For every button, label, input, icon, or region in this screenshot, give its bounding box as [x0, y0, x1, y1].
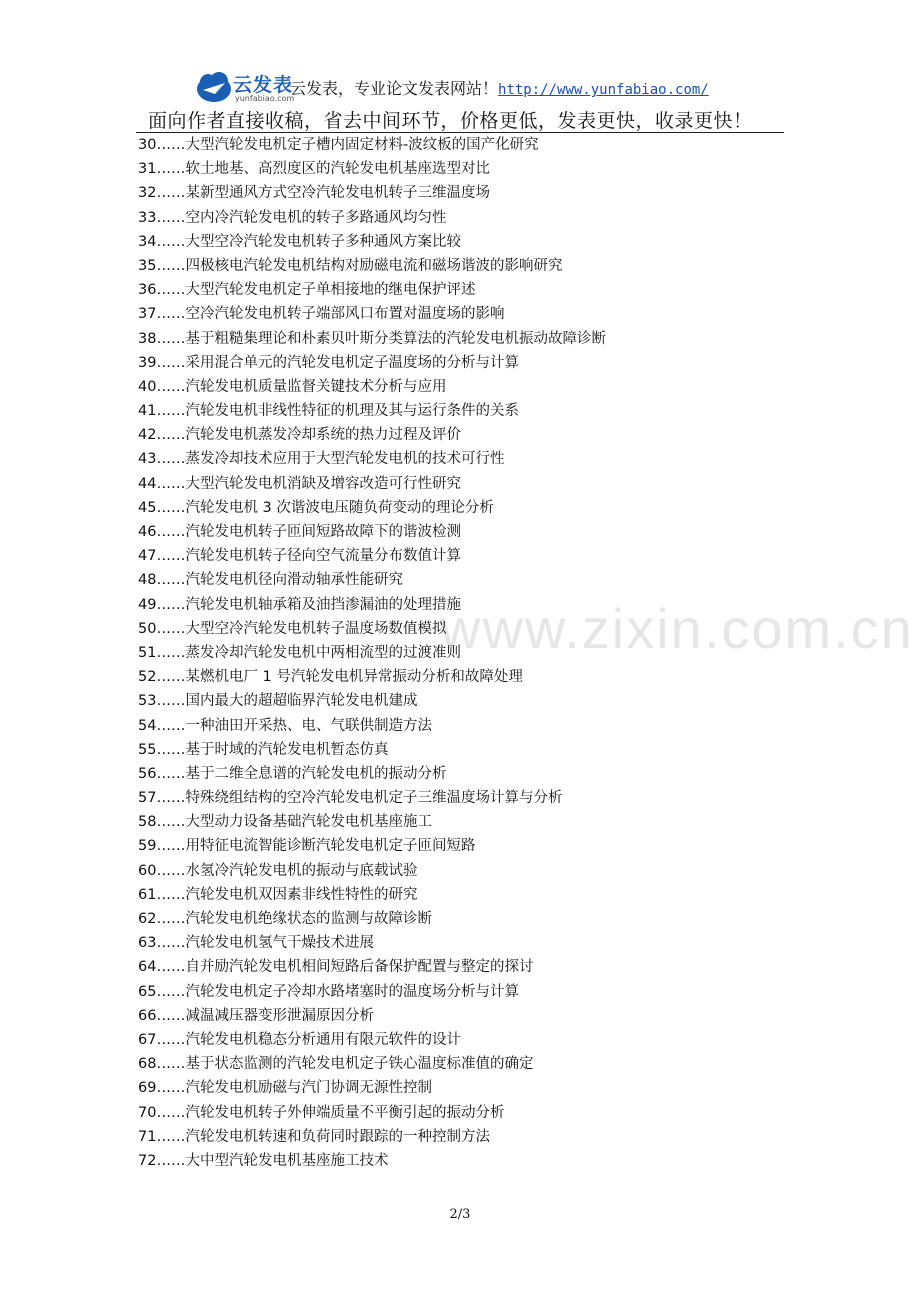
list-item: 51……蒸发冷却汽轮发电机中两相流型的过渡准则 [138, 644, 461, 661]
watermark: www.zixin.com.cn [440, 597, 914, 660]
list-item: 72……大中型汽轮发电机基座施工技术 [138, 1152, 389, 1169]
list-item: 56……基于二维全息谱的汽轮发电机的振动分析 [138, 765, 447, 782]
list-item: 46……汽轮发电机转子匝间短路故障下的谐波检测 [138, 524, 461, 540]
list-item: 62……汽轮发电机绝缘状态的监测与故障诊断 [138, 911, 432, 927]
list-item: 45……汽轮发电机 3 次谐波电压随负荷变动的理论分析 [138, 499, 494, 516]
list-item: 71……汽轮发电机转速和负荷同时跟踪的一种控制方法 [138, 1128, 490, 1145]
list-item: 50……大型空冷汽轮发电机转子温度场数值模拟 [138, 620, 447, 637]
yunfabiao-logo[interactable] [195, 70, 295, 104]
page-header [0, 0, 920, 132]
list-item: 32……某新型通风方式空冷汽轮发电机转子三维温度场 [138, 185, 490, 202]
page-number: 2/3 [449, 1207, 471, 1222]
list-item: 31……软土地基、高烈度区的汽轮发电机基座选型对比 [138, 161, 490, 178]
list-item: 34……大型空冷汽轮发电机转子多种通风方案比较 [138, 233, 461, 250]
cloud-logo-icon [195, 70, 233, 104]
list-item: 70……汽轮发电机转子外伸端质量不平衡引起的振动分析 [138, 1104, 505, 1121]
list-item: 65……汽轮发电机定子冷却水路堵塞时的温度场分析与计算 [138, 983, 519, 1000]
list-item: 42……汽轮发电机蒸发冷却系统的热力过程及评价 [138, 427, 461, 444]
list-item: 37……空冷汽轮发电机转子端部风口布置对温度场的影响 [138, 306, 505, 323]
list-item: 33……空内冷汽轮发电机的转子多路通风均匀性 [138, 209, 447, 226]
list-item: 58……大型动力设备基础汽轮发电机基座施工 [138, 814, 432, 831]
list-item: 67……汽轮发电机稳态分析通用有限元软件的设计 [138, 1031, 461, 1048]
list-item: 66……减温减压器变形泄漏原因分析 [138, 1007, 374, 1024]
list-item: 53……国内最大的超超临界汽轮发电机建成 [138, 693, 418, 710]
logo-subtext: yunfabiao.com [235, 94, 295, 103]
list-item: 55……基于时域的汽轮发电机暂态仿真 [138, 741, 389, 758]
header-tagline: 云发表，专业论文发表网站！ [290, 79, 499, 98]
list-item: 60……水氢冷汽轮发电机的振动与底载试验 [138, 862, 418, 879]
list-item: 30……大型汽轮发电机定子槽内固定材料-波纹板的国产化研究 [138, 137, 539, 153]
list-item: 52……某燃机电厂 1 号汽轮发电机异常振动分析和故障处理 [138, 669, 523, 686]
list-item: 47……汽轮发电机转子径向空气流量分布数值计算 [138, 548, 461, 565]
header-slogan: 面向作者直接收稿，省去中间环节，价格更低，发表更快，收录更快！ [148, 110, 753, 132]
title-list [138, 133, 606, 1173]
list-item: 48……汽轮发电机径向滑动轴承性能研究 [138, 572, 403, 589]
list-item: 36……大型汽轮发电机定子单相接地的继电保护评述 [138, 282, 476, 299]
list-item: 57……特殊绕组结构的空冷汽轮发电机定子三维温度场计算与分析 [138, 790, 563, 807]
list-item: 69……汽轮发电机励磁与汽门协调无源性控制 [138, 1080, 432, 1097]
list-item: 54……一种油田开采热、电、气联供制造方法 [138, 717, 432, 734]
list-item: 41……汽轮发电机非线性特征的机理及其与运行条件的关系 [138, 403, 519, 420]
list-item: 49……汽轮发电机轴承箱及油挡渗漏油的处理措施 [138, 596, 461, 613]
list-item: 43……蒸发冷却技术应用于大型汽轮发电机的技术可行性 [138, 451, 505, 468]
list-item: 35……四极核电汽轮发电机结构对励磁电流和磁场谐波的影响研究 [138, 257, 563, 274]
list-item: 59……用特征电流智能诊断汽轮发电机定子匝间短路 [138, 838, 476, 855]
header-tagline-row [290, 76, 709, 99]
list-item: 63……汽轮发电机氢气干燥技术进展 [138, 935, 374, 952]
logo-text: 云发表 [233, 74, 294, 96]
list-item: 44……大型汽轮发电机消缺及增容改造可行性研究 [138, 475, 461, 492]
site-url-link[interactable]: http://www.yunfabiao.com/ [498, 82, 709, 98]
list-item: 40……汽轮发电机质量监督关键技术分析与应用 [138, 378, 447, 395]
list-item: 38……基于粗糙集理论和朴素贝叶斯分类算法的汽轮发电机振动故障诊断 [138, 330, 606, 347]
list-item: 39……采用混合单元的汽轮发电机定子温度场的分析与计算 [138, 354, 519, 371]
list-item: 68……基于状态监测的汽轮发电机定子铁心温度标准值的确定 [138, 1056, 534, 1073]
list-item: 64……自并励汽轮发电机相间短路后备保护配置与整定的探讨 [138, 959, 534, 976]
list-item: 61……汽轮发电机双因素非线性特性的研究 [138, 886, 418, 903]
